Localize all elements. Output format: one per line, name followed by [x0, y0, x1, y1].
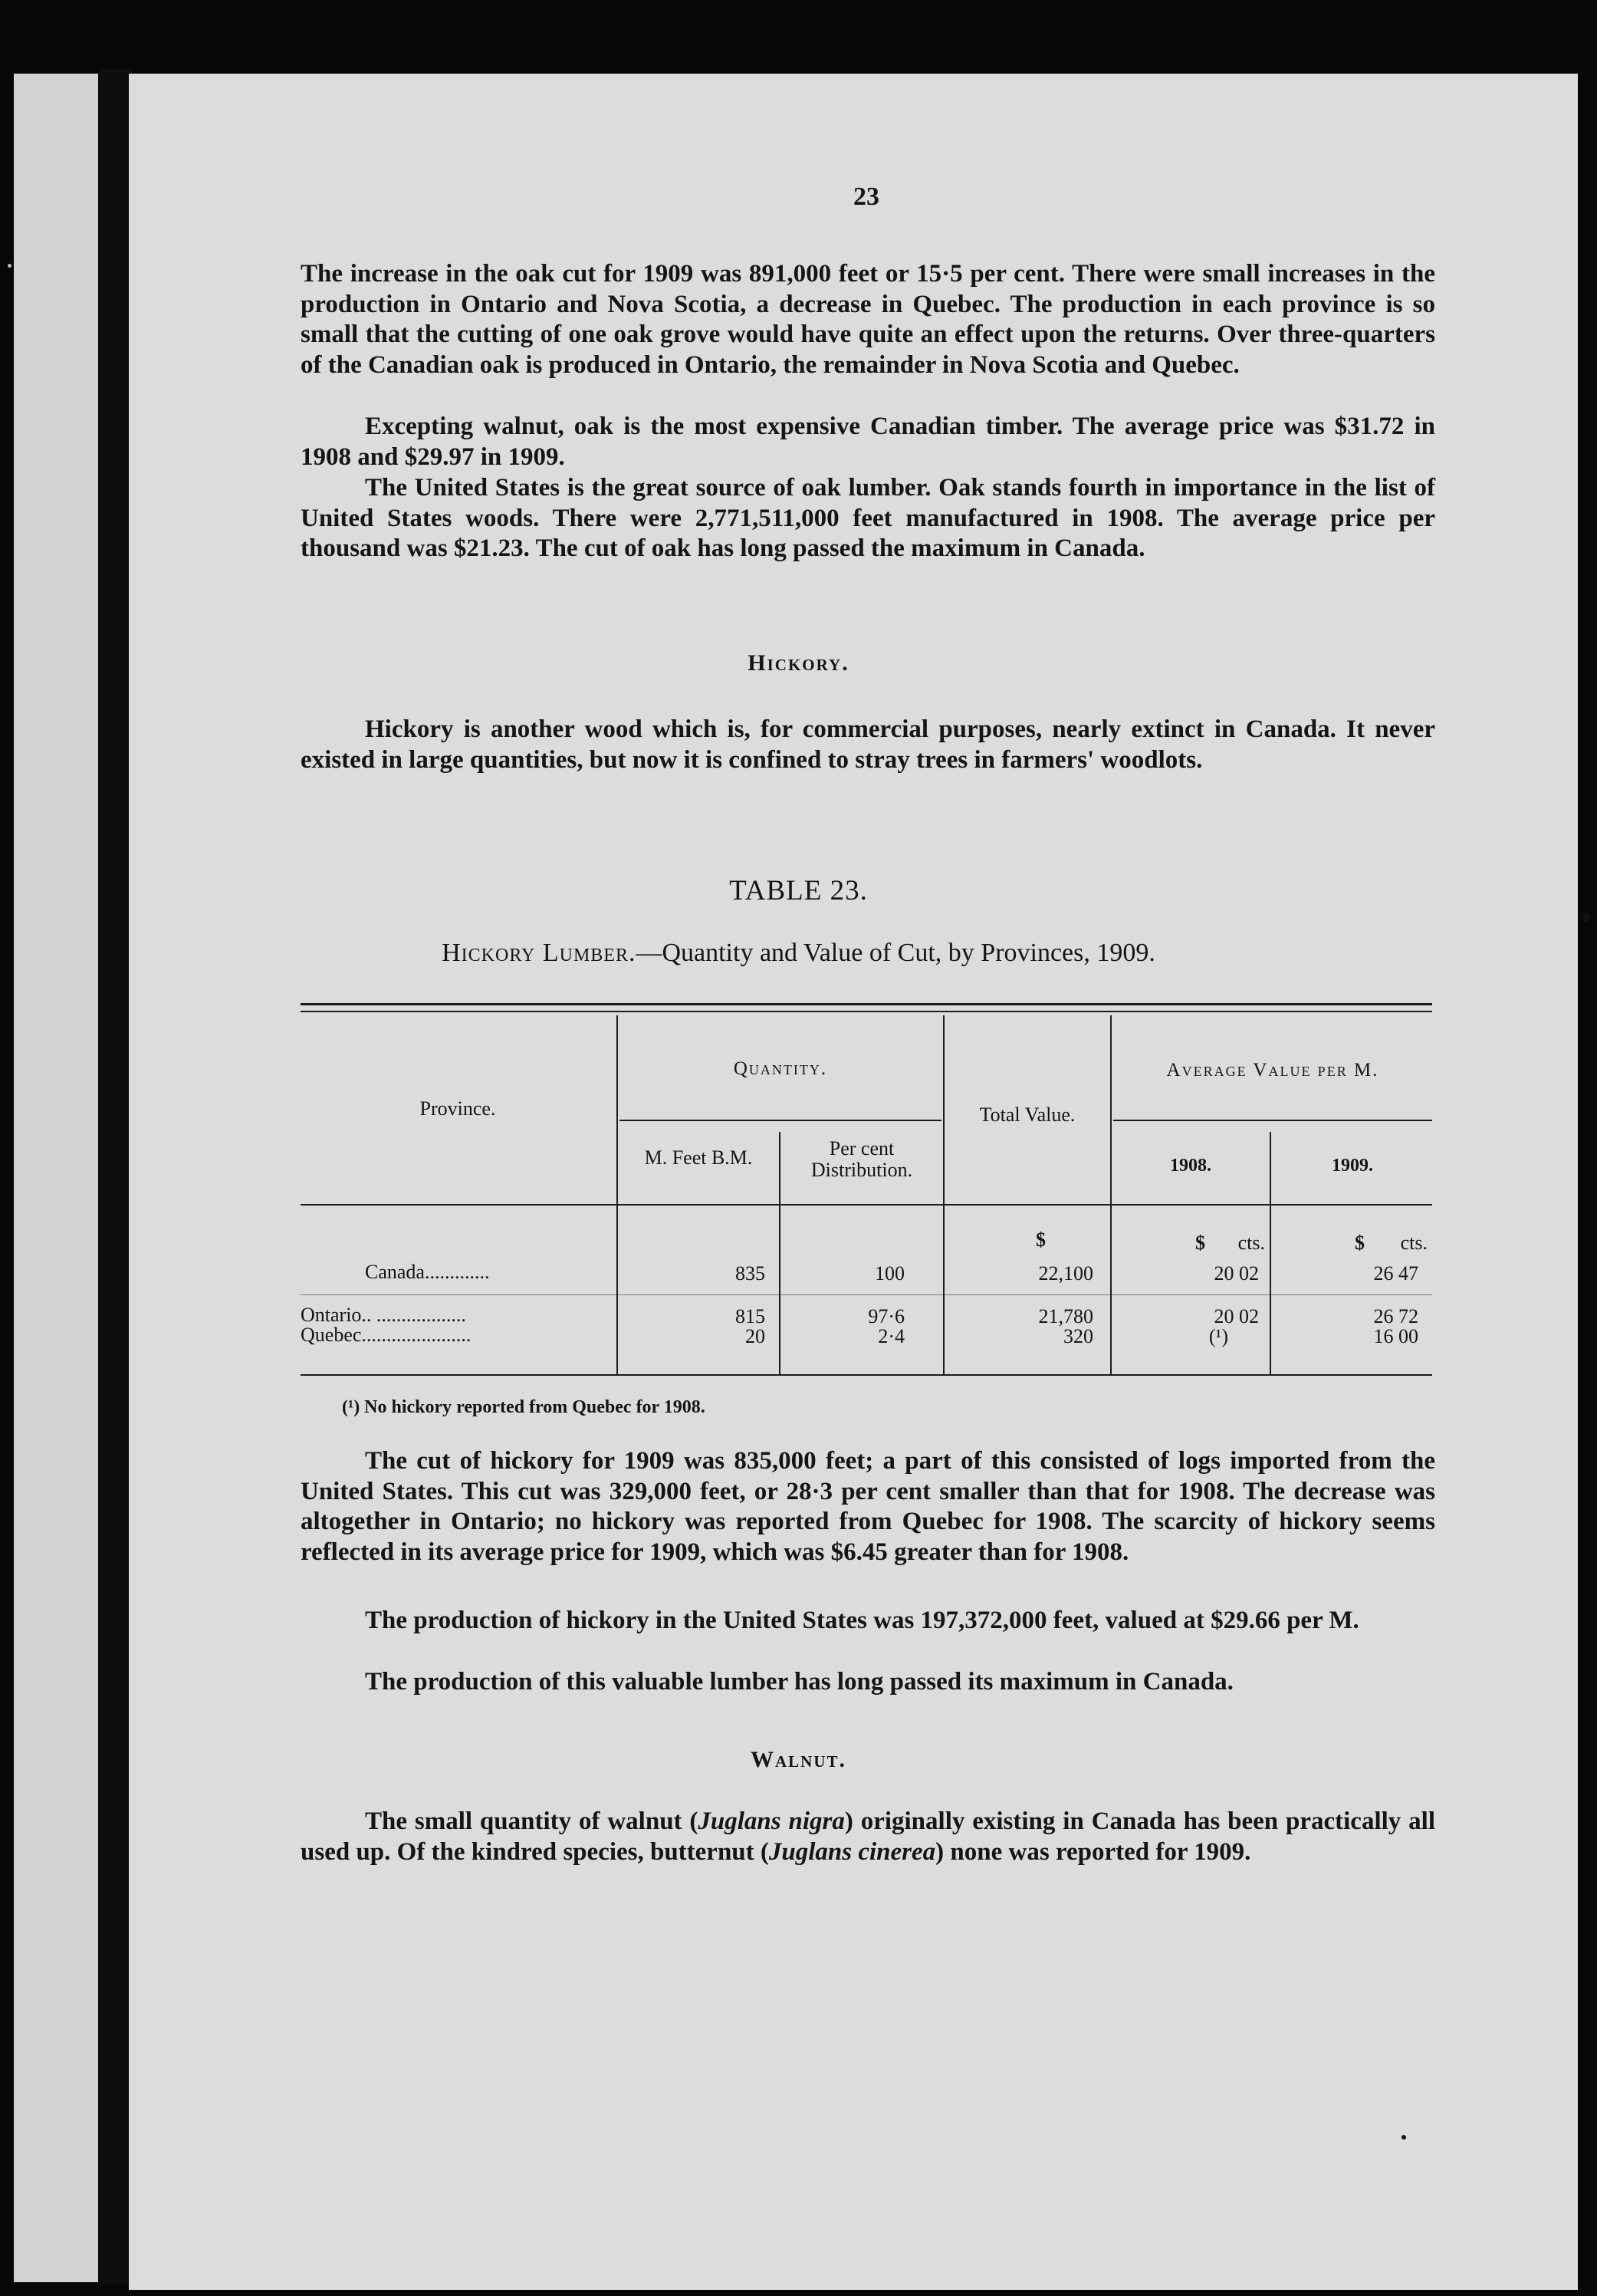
table-cell-per-cent: 100 [875, 1262, 905, 1285]
table-row-province: Quebec...................... [301, 1324, 472, 1346]
table-top-rule-second [301, 1011, 1432, 1012]
table-header-rule [301, 1204, 1432, 1206]
table-title: TABLE 23. [729, 875, 868, 906]
walnut-species-name: Juglans nigra [698, 1808, 845, 1835]
heading-hickory: Hickory. [748, 650, 849, 676]
column-divider-total-value [1110, 1015, 1112, 1376]
header-distribution: Distribution. [810, 1159, 913, 1181]
paragraph-hickory-intro: Hickory is another wood which is, for commercial purposes, nearly extinct in Canada. It never existed in large quantities, but now it is confined to stray trees in farmers' woodlots. [301, 715, 1435, 774]
table-top-rule [301, 1003, 1432, 1005]
page-number: 23 [853, 183, 879, 211]
header-per-cent: Per cent [829, 1137, 895, 1160]
table-cell-m-feet: 835 [735, 1262, 765, 1285]
paragraph-hickory-cut: The cut of hickory for 1909 was 835,000 feet; a part of this consisted of logs imported from the United States. This cut was 329,000 feet, or 28·3 per cent smaller than that for 1908. The decrease was altogether in Ontario; no hickory was reported from Quebec for 1908. The scarcity of hickory seems reflected in its average price for 1909, which was $6.45 greater than for 1908. [301, 1447, 1435, 1566]
header-total-value: Total Value. [979, 1104, 1076, 1126]
table-bottom-rule [301, 1374, 1432, 1376]
table-cell-per-cent: 97·6 [868, 1305, 905, 1327]
paragraph-walnut [301, 1807, 1435, 1867]
column-divider-quantity [779, 1132, 780, 1376]
scan-speck [8, 264, 12, 268]
unit-total-value-dollars: $ [1036, 1229, 1046, 1251]
table-caption-description: —Quantity and Value of Cut, by Provinces, 1909. [636, 939, 1155, 967]
table-row-province: Ontario.. .................. [301, 1304, 466, 1326]
table-caption [0, 939, 1597, 968]
table-cell-total-value: 320 [1063, 1325, 1093, 1347]
table-footnote: (¹) No hickory reported from Quebec for 1908. [342, 1397, 705, 1417]
unit-1908-cents: cts. [1237, 1232, 1265, 1254]
table-cell-value-1908: 20 02 [1214, 1305, 1259, 1327]
paragraph-hickory-maximum: The production of this valuable lumber has long passed its maximum in Canada. [365, 1668, 1234, 1696]
table-cell-value-1909: 16 00 [1373, 1325, 1418, 1347]
table-cell-per-cent: 2·4 [878, 1325, 905, 1347]
header-quantity: Quantity. [733, 1058, 828, 1079]
column-divider-province [616, 1015, 618, 1376]
header-average-value: Average Value per M. [1166, 1060, 1379, 1081]
table-cell-total-value: 21,780 [1038, 1305, 1093, 1327]
header-m-feet: M. Feet B.M. [644, 1146, 753, 1169]
table-cell-value-1908: 20 02 [1214, 1262, 1259, 1285]
scan-speck [1401, 2135, 1406, 2140]
quantity-group-rule [619, 1120, 941, 1121]
butternut-species-name: Juglans cinerea [768, 1837, 936, 1866]
table-caption-subject: Hickory Lumber. [442, 939, 636, 967]
table-cell-value-1908: (¹) [1208, 1325, 1228, 1347]
paragraph-hickory-united-states: The production of hickory in the United States was 197,372,000 feet, valued at $29.66 per M. [365, 1607, 1359, 1634]
header-year-1908: 1908. [1170, 1156, 1211, 1176]
scan-speck [1582, 913, 1590, 922]
header-year-1909: 1909. [1332, 1156, 1373, 1176]
table-cell-value-1909: 26 47 [1373, 1262, 1418, 1285]
walnut-text-part: ) originally existing in Canada has been practically all used up. Of the kindred species, butternut ( [301, 1808, 1435, 1866]
table-cell-total-value: 22,100 [1038, 1262, 1093, 1285]
heading-walnut: Walnut. [750, 1747, 846, 1772]
column-divider-average-1908 [1270, 1132, 1271, 1376]
unit-1909-cents: cts. [1400, 1232, 1428, 1254]
column-divider-per-cent [943, 1015, 945, 1376]
walnut-text-part: The small quantity of walnut ( [365, 1808, 698, 1835]
adjacent-page-edge [14, 74, 100, 2282]
unit-1909-dollars: $ [1355, 1232, 1365, 1254]
average-value-group-rule [1113, 1120, 1432, 1121]
table-row-province: Canada............. [365, 1261, 490, 1283]
total-row-rule [301, 1294, 1432, 1295]
unit-1908-dollars: $ [1195, 1232, 1205, 1254]
table-cell-m-feet: 815 [735, 1305, 765, 1327]
header-province: Province. [419, 1097, 496, 1120]
paragraph-oak-united-states: The United States is the great source of oak lumber. Oak stands fourth in importance in the list of United States woods. There were 2,771,511,000 feet manufactured in 1908. The average price per thousand was $21.23. The cut of oak has long passed the maximum in Canada. [301, 474, 1435, 562]
table-cell-value-1909: 26 72 [1373, 1305, 1418, 1327]
page-gutter [98, 69, 132, 2285]
walnut-text-part: ) none was reported for 1909. [935, 1837, 1251, 1866]
table-cell-m-feet: 20 [745, 1325, 765, 1347]
paragraph-oak-increase: The increase in the oak cut for 1909 was 891,000 feet or 15·5 per cent. There were small increases in the production in Ontario and Nova Scotia, a decrease in Quebec. The production in each province is so small that the cutting of one oak grove would have quite an effect upon the returns. Over three-quarters of the Canadian oak is produced in Ontario, the remainder in Nova Scotia and Quebec. [301, 260, 1435, 379]
paragraph-oak-price: Excepting walnut, oak is the most expensive Canadian timber. The average price was $31.72 in 1908 and $29.97 in 1909. [301, 413, 1435, 471]
document-page [129, 74, 1578, 2290]
